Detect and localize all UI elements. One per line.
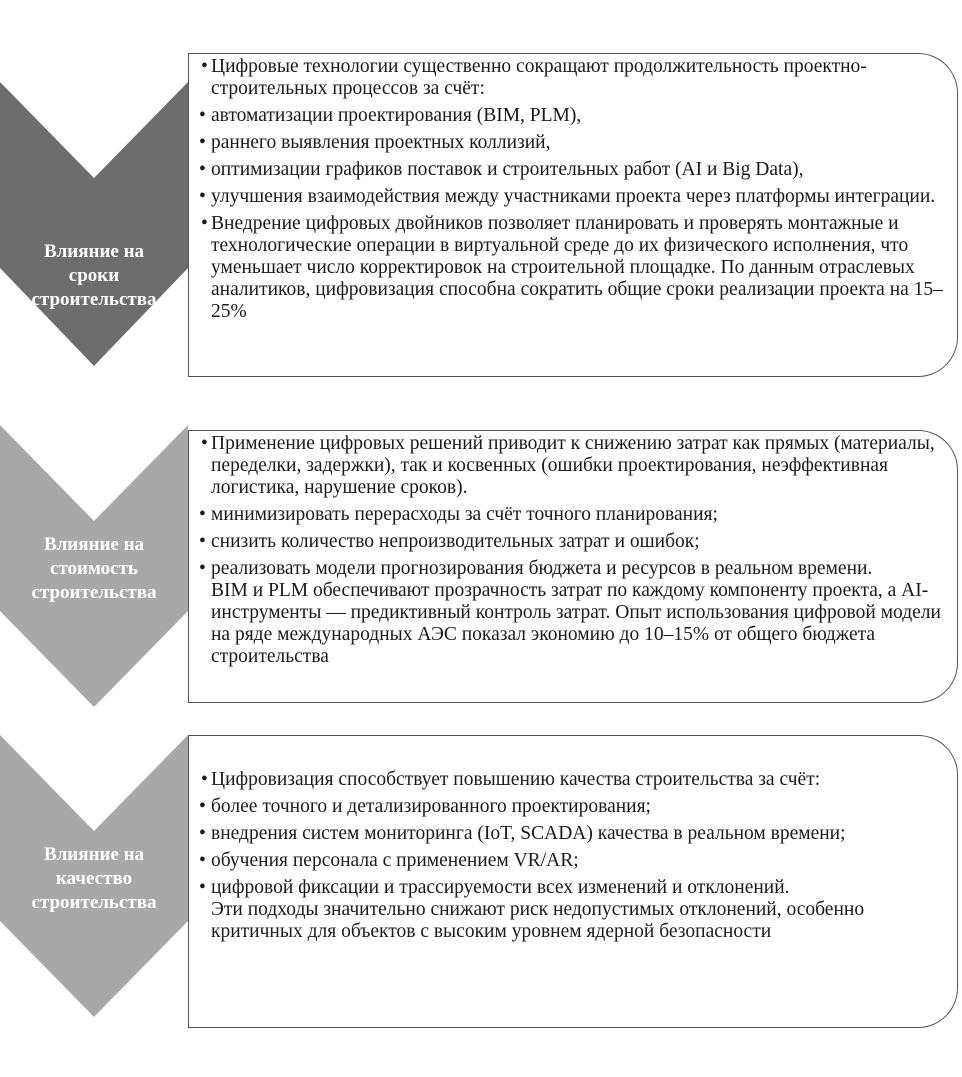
list-item: • снизить количество непроизводительных затрат и ошибок;: [189, 531, 957, 553]
chevron-schedule-label: Влияние на сроки строительства: [31, 241, 157, 310]
cost-list: [189, 433, 957, 580]
quality-summary-text: Эти подходы значительно снижают риск недопустимых отклонений, особенно критичных для объектов с высоким уровнем ядерной безопасности: [211, 899, 865, 942]
chevron-schedule: [0, 50, 188, 368]
list-item: • Цифровые технологии существенно сокращают продолжительность проектно-строительных процессов за счёт:: [189, 56, 957, 100]
list-item: • реализовать модели прогнозирования бюджета и ресурсов в реальном времени.: [189, 558, 957, 580]
list-item: • цифровой фиксации и трассируемости всех изменений и отклонений.: [189, 877, 957, 899]
chevron-quality-label: Влияние на качество строительства: [31, 844, 157, 913]
list-item: • обучения персонала с применением VR/AR;: [189, 850, 957, 872]
chevron-quality: [0, 735, 188, 1020]
schedule-text-box: [188, 53, 958, 377]
list-item: • более точного и детализированного проектирования;: [189, 796, 957, 818]
quality-list: [189, 769, 957, 899]
chevron-cost: [0, 425, 188, 710]
list-item: • раннего выявления проектных коллизий,: [189, 132, 957, 154]
schedule-list: [189, 56, 957, 323]
list-item: • автоматизации проектирования (BIM, PLM),: [189, 105, 957, 127]
cost-summary-text: BIM и PLM обеспечивают прозрачность затрат по каждому компоненту проекта, а AI-инструменты — предиктивный контроль затрат. Опыт использования цифровой модели на ряде международных АЭС показал экономию до 10–15% от общего бюджета строительства: [211, 580, 941, 667]
cost-text-box: [188, 430, 958, 703]
chevron-cost-label: Влияние на стоимость строительства: [31, 534, 157, 603]
chevron-schedule-shape: [0, 50, 188, 368]
list-item: • внедрения систем мониторинга (IoT, SCADA) качества в реальном времени;: [189, 823, 957, 845]
list-item: • оптимизации графиков поставок и строительных работ (AI и Big Data),: [189, 159, 957, 181]
list-item: • Применение цифровых решений приводит к снижению затрат как прямых (материалы, переделки, задержки), так и косвенных (ошибки проектирования, неэффективная логистика, нарушение сроков).: [189, 433, 957, 499]
list-item: • Цифровизация способствует повышению качества строительства за счёт:: [189, 769, 957, 791]
quality-text-box: [188, 735, 958, 1028]
list-item: • минимизировать перерасходы за счёт точного планирования;: [189, 504, 957, 526]
list-item: • Внедрение цифровых двойников позволяет планировать и проверять монтажные и технологические операции в виртуальной среде до их физического исполнения, что уменьшает число корректировок на строительной площадке. По данным отраслевых аналитиков, цифровизация способна сократить общие сроки реализации проекта на 15–25%: [189, 213, 957, 323]
list-item: • улучшения взаимодействия между участниками проекта через платформы интеграции.: [189, 186, 957, 208]
